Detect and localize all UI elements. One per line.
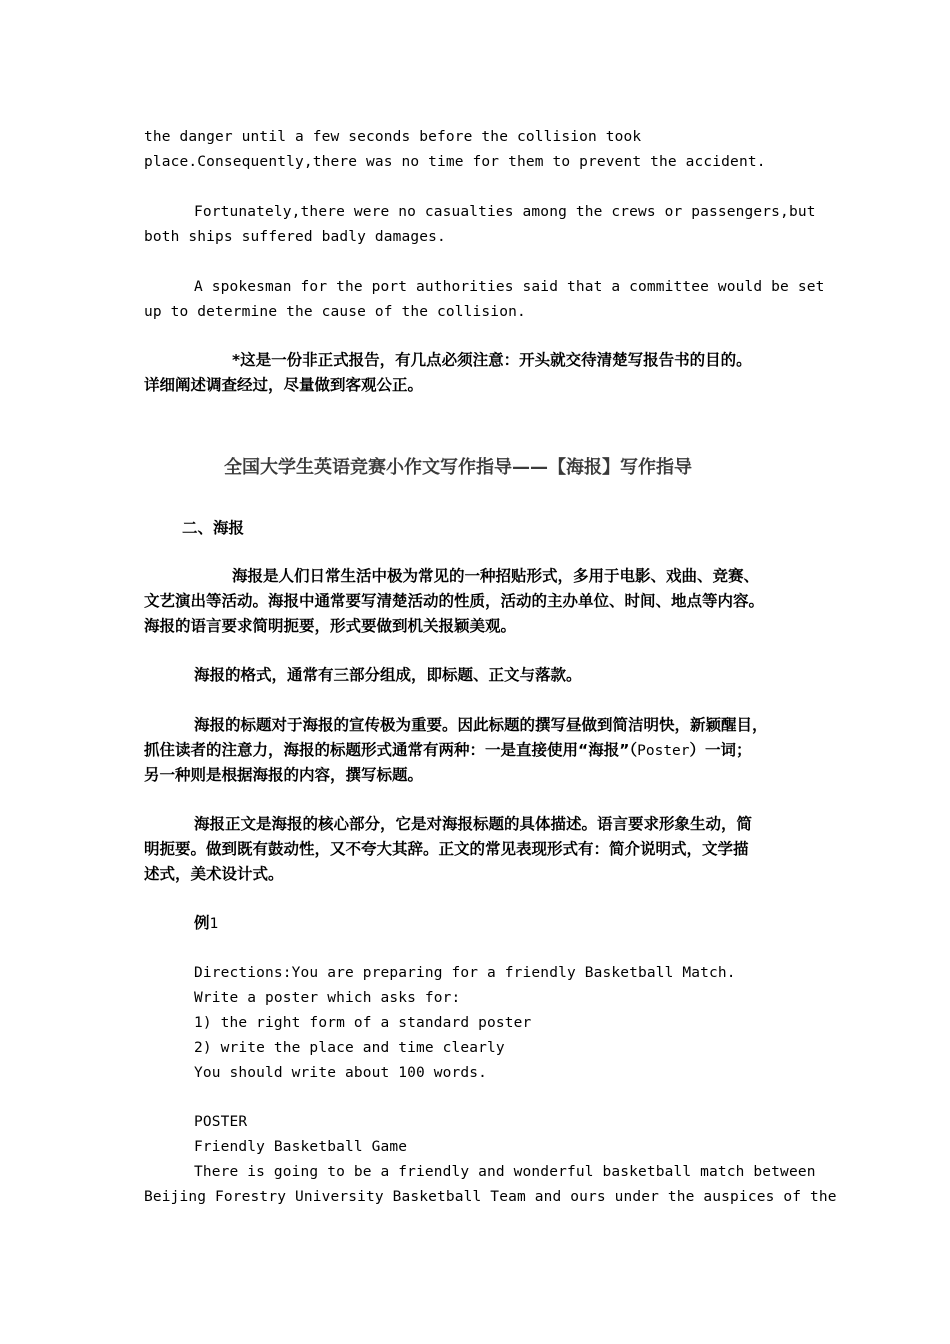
para2-line2: both ships suffered badly damages. <box>144 229 446 245</box>
title-para-line2-c: ）一词； <box>689 741 752 759</box>
poster-title: Friendly Basketball Game <box>194 1139 408 1155</box>
para3-line1: A spokesman for the port authorities said that a committee would be set <box>194 279 825 295</box>
directions-line4: 2) write the place and time clearly <box>194 1040 505 1056</box>
title-para-line2 <box>144 740 752 761</box>
title-para-line1: 海报的标题对于海报的宣传极为重要。因此标题的撰写昼做到简洁明快，新颖醒目， <box>194 716 768 734</box>
format-paragraph: 海报的格式，通常有三部分组成，即标题、正文与落款。 <box>194 666 582 684</box>
directions-line2: Write a poster which asks for: <box>194 990 461 1006</box>
poster-heading: POSTER <box>194 1114 248 1130</box>
title-para-line3: 另一种则是根据海报的内容，撰写标题。 <box>144 766 424 784</box>
para2-line1: Fortunately,there were no casualties among the crews or passengers,but <box>194 204 816 220</box>
poster-body-line1: There is going to be a friendly and wonderful basketball match between <box>194 1164 816 1180</box>
body-para-line2: 明扼要。做到既有鼓动性，又不夸大其辞。正文的常见表现形式有：简介说明式，文学描 <box>144 840 749 858</box>
poster-body-line2: Beijing Forestry University Basketball Team and ours under the auspices of the <box>144 1189 837 1205</box>
intro-line3: 海报的语言要求简明扼要，形式要做到机关报颖美观。 <box>144 617 517 635</box>
example-number: 1 <box>209 916 219 932</box>
body-para-line1: 海报正文是海报的核心部分，它是对海报标题的具体描述。语言要求形象生动，简 <box>194 815 753 833</box>
para1-line1: the danger until a few seconds before the collision took <box>144 129 642 145</box>
body-para-line3: 述式，美术设计式。 <box>144 865 284 883</box>
para3-line2: up to determine the cause of the collision. <box>144 304 526 320</box>
title-para-line2-a: 抓住读者的注意力，海报的标题形式通常有两种：一是直接使用“海报”（ <box>144 741 638 759</box>
section-title: 全国大学生英语竞赛小作文写作指导——【海报】写作指导 <box>224 457 692 478</box>
directions-line1: Directions:You are preparing for a friendly Basketball Match. <box>194 965 736 981</box>
note-line1: *这是一份非正式报告，有几点必须注意：开头就交待清楚写报告书的目的。 <box>232 351 752 369</box>
intro-line2: 文艺演出等活动。海报中通常要写清楚活动的性质，活动的主办单位、时间、地点等内容。 <box>144 592 765 610</box>
directions-line3: 1) the right form of a standard poster <box>194 1015 532 1031</box>
poster-word: Poster <box>637 743 690 759</box>
intro-line1: 海报是人们日常生活中极为常见的一种招贴形式，多用于电影、戏曲、竞赛、 <box>232 567 760 585</box>
example-label-text: 例 <box>194 914 210 932</box>
example-label <box>194 913 218 934</box>
directions-line5: You should write about 100 words. <box>194 1065 488 1081</box>
heading-poster: 二、海报 <box>182 519 245 537</box>
para1-line2: place.Consequently,there was no time for them to prevent the accident. <box>144 154 766 170</box>
note-line2: 详细阐述调查经过，尽量做到客观公正。 <box>144 376 424 394</box>
